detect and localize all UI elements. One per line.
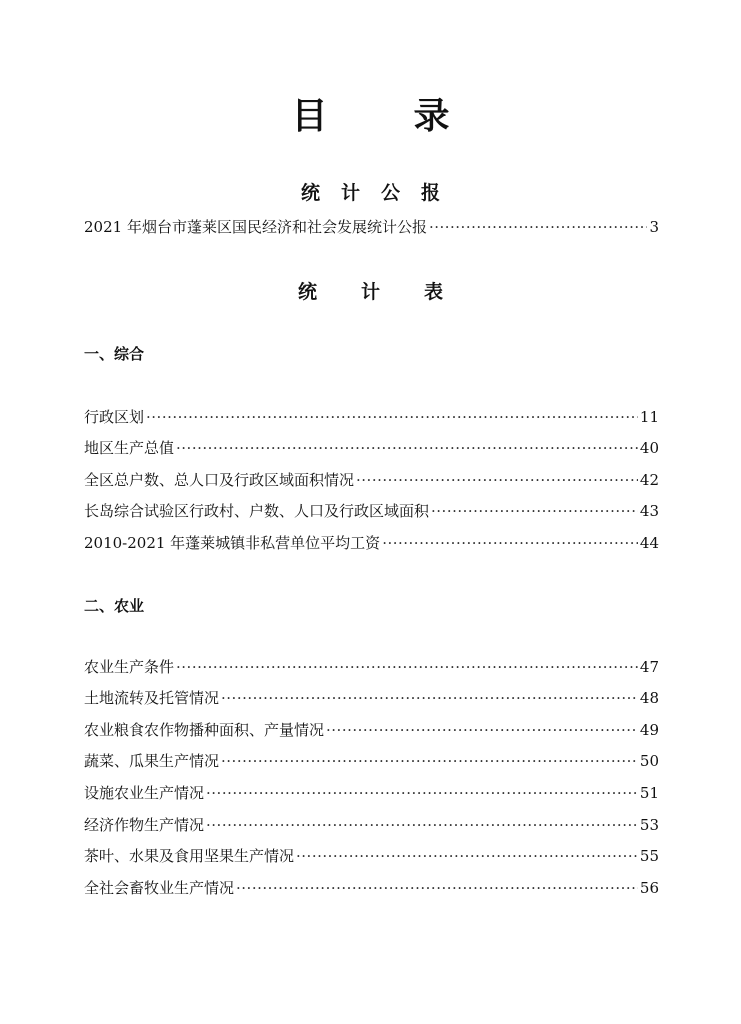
toc-leader-dots <box>146 406 638 428</box>
page-title: 目录 <box>291 96 536 137</box>
toc-entry-page: 47 <box>639 658 659 676</box>
toc-entry[interactable] <box>84 877 659 899</box>
toc-entry-title: 长岛综合试验区行政村、户数、人口及行政区域面积 <box>84 502 430 520</box>
toc-entry-page: 43 <box>639 502 659 520</box>
toc-entry[interactable] <box>84 532 659 554</box>
toc-entry-page: 48 <box>639 689 659 707</box>
toc-entry-page: 56 <box>639 879 659 897</box>
toc-entry-title: 设施农业生产情况 <box>84 784 205 802</box>
toc-leader-dots <box>206 814 638 836</box>
toc-entry-page: 55 <box>639 847 659 865</box>
section-title-tables: 统计表 <box>297 281 487 303</box>
toc-entry-page: 44 <box>639 534 659 552</box>
toc-entry-title: 茶叶、水果及食用坚果生产情况 <box>84 847 295 865</box>
toc-entry-title: 全区总户数、总人口及行政区域面积情况 <box>84 471 355 489</box>
toc-entry-title: 全社会畜牧业生产情况 <box>84 879 235 897</box>
toc-entry-page: 50 <box>639 752 659 770</box>
toc-leader-dots <box>221 687 638 709</box>
toc-leader-dots <box>176 656 638 678</box>
toc-entry-title: 蔬菜、瓜果生产情况 <box>84 752 220 770</box>
toc-leader-dots <box>431 500 638 522</box>
toc-entry[interactable] <box>84 406 659 428</box>
toc-entry-page: 42 <box>639 471 659 489</box>
toc-leader-dots <box>429 216 648 238</box>
toc-entry[interactable] <box>84 216 659 238</box>
toc-leader-dots <box>356 469 638 491</box>
group-heading-general: 一、综合 <box>84 345 145 363</box>
toc-entry[interactable] <box>84 656 659 678</box>
toc-entry-page: 40 <box>639 439 659 457</box>
toc-leader-dots <box>296 845 638 867</box>
toc-leader-dots <box>236 877 638 899</box>
toc-entry[interactable] <box>84 719 659 741</box>
toc-entry[interactable] <box>84 469 659 491</box>
toc-leader-dots <box>176 437 638 459</box>
toc-entry-page: 51 <box>639 784 659 802</box>
toc-entry-title: 土地流转及托管情况 <box>84 689 220 707</box>
toc-entry-page: 49 <box>639 721 659 739</box>
toc-entry-page: 11 <box>639 408 659 426</box>
toc-entry[interactable] <box>84 500 659 522</box>
toc-leader-dots <box>326 719 638 741</box>
toc-entry-title: 农业生产条件 <box>84 658 175 676</box>
toc-entry-page: 3 <box>649 218 659 236</box>
toc-entry[interactable] <box>84 750 659 772</box>
group-heading-agriculture: 二、农业 <box>84 597 145 615</box>
toc-entry-title: 经济作物生产情况 <box>84 816 205 834</box>
toc-entry-title: 地区生产总值 <box>84 439 175 457</box>
toc-entry[interactable] <box>84 687 659 709</box>
toc-entry-title: 2021 年烟台市蓬莱区国民经济和社会发展统计公报 <box>84 218 427 236</box>
toc-entry[interactable] <box>84 437 659 459</box>
toc-entry[interactable] <box>84 845 659 867</box>
toc-entry-title: 农业粮食农作物播种面积、产量情况 <box>84 721 325 739</box>
toc-entry-title: 2010-2021 年蓬莱城镇非私营单位平均工资 <box>84 534 381 552</box>
toc-leader-dots <box>382 532 638 554</box>
toc-entry-title: 行政区划 <box>84 408 145 426</box>
section-title-bulletin: 统计公报 <box>300 182 461 204</box>
toc-entry-page: 53 <box>639 816 659 834</box>
toc-entry[interactable] <box>84 814 659 836</box>
toc-entry[interactable] <box>84 782 659 804</box>
toc-leader-dots <box>221 750 638 772</box>
toc-leader-dots <box>206 782 638 804</box>
